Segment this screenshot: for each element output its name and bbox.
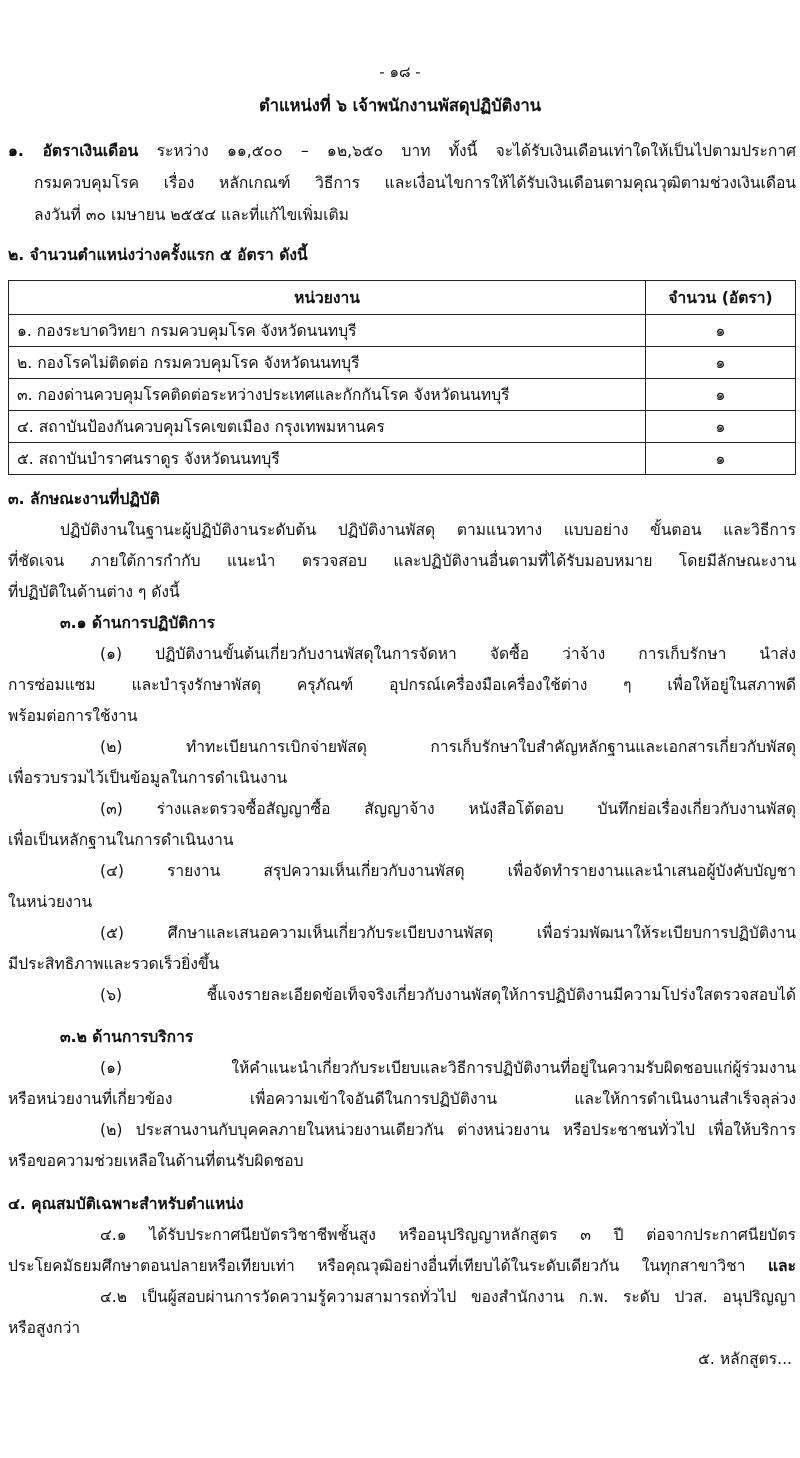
qualification-line	[8, 1255, 796, 1277]
duties-intro-3: ที่ปฏิบัติในด้านต่าง ๆ ดังนี้	[8, 583, 180, 601]
unit-cell: ๓. กองด่านควบคุมโรคติดต่อระหว่างประเทศและกักกันโรค จังหวัดนนทบุรี	[9, 379, 646, 411]
salary-range: ระหว่าง ๑๑,๕๐๐ – ๑๒,๖๕๐ บาท ทั้งนี้ จะได้รับเงินเดือนเท่าใดให้เป็นไปตามประกาศ	[156, 142, 796, 160]
vacancies-heading: ๒. จำนวนตำแหน่งว่างครั้งแรก ๕ อัตรา ดังนี้	[8, 246, 308, 264]
operation-item: เพื่อเป็นหลักฐานในการดำเนินงาน	[8, 831, 234, 849]
qualification-line: ๔.๒ เป็นผู้สอบผ่านการวัดความรู้ความสามารถทั่วไป ของสำนักงาน ก.พ. ระดับ ปวส. อนุปริญญา	[100, 1288, 796, 1306]
table-row	[9, 315, 796, 347]
duties-heading: ๓. ลักษณะงานที่ปฏิบัติ	[8, 490, 160, 508]
qualification-line: ๔.๑ ได้รับประกาศนียบัตรวิชาชีพชั้นสูง หรืออนุปริญญาหลักสูตร ๓ ปี ต่อจากประกาศนียบัตร	[100, 1226, 796, 1244]
qualification-line: หรือสูงกว่า	[8, 1319, 81, 1337]
duties-intro-2: ที่ชัดเจน ภายใต้การกำกับ แนะนำ ตรวจสอบ และปฏิบัติงานอื่นตามที่ได้รับมอบหมาย โดยมีลักษณะงาน	[8, 552, 796, 570]
unit-cell: ๕. สถาบันบำราศนราดูร จังหวัดนนทบุรี	[9, 443, 646, 475]
position-title: ตำแหน่งที่ ๖ เจ้าพนักงานพัสดุปฏิบัติงาน	[259, 96, 541, 115]
qualifications-heading: ๔. คุณสมบัติเฉพาะสำหรับตำแหน่ง	[8, 1195, 244, 1213]
operation-item: (๑) ปฏิบัติงานขั้นต้นเกี่ยวกับงานพัสดุในการจัดหา จัดซื้อ ว่าจ้าง การเก็บรักษา นำส่ง	[100, 645, 796, 663]
table-row	[9, 411, 796, 443]
operations-heading: ๓.๑ ด้านการปฏิบัติการ	[60, 614, 215, 632]
page-number: - ๑๘ -	[379, 63, 421, 81]
service-heading: ๓.๒ ด้านการบริการ	[60, 1028, 194, 1046]
col-count-header: จำนวน (อัตรา)	[646, 281, 796, 315]
salary-line-1	[8, 140, 796, 162]
operation-item: (๒) ทำทะเบียนการเบิกจ่ายพัสดุ การเก็บรักษาใบสำคัญหลักฐานและเอกสารเกี่ยวกับพัสดุ	[100, 738, 796, 756]
operation-item: ในหน่วยงาน	[8, 893, 93, 911]
service-item: (๒) ประสานงานกับบุคคลภายในหน่วยงานเดียวกัน ต่างหน่วยงาน หรือประชาชนทั่วไป เพื่อให้บริการ	[100, 1121, 796, 1139]
duties-intro-1: ปฏิบัติงานในฐานะผู้ปฏิบัติงานระดับต้น ปฏิบัติงานพัสดุ ตามแนวทาง แบบอย่าง ขั้นตอน และวิธีการ	[60, 521, 796, 539]
continued-marker: ๕. หลักสูตร...	[698, 1350, 792, 1368]
count-cell: ๑	[646, 347, 796, 379]
unit-cell: ๔. สถาบันป้องกันควบคุมโรคเขตเมือง กรุงเทพมหานคร	[9, 411, 646, 443]
service-item: หรือขอความช่วยเหลือในด้านที่ตนรับผิดชอบ	[8, 1152, 304, 1170]
qualification-text: ประโยคมัธยมศึกษาตอนปลายหรือเทียบเท่า หรือคุณวุฒิอย่างอื่นที่เทียบได้ในระดับเดียวกัน ในทุกสาขาวิชา	[8, 1257, 746, 1275]
operation-item: (๖) ชี้แจงรายละเอียดข้อเท็จจริงเกี่ยวกับงานพัสดุให้การปฏิบัติงานมีความโปร่งใสตรวจสอบได้	[100, 986, 796, 1004]
vacancies-table	[8, 280, 796, 475]
table-row	[9, 347, 796, 379]
operation-item: มีประสิทธิภาพและรวดเร็วยิ่งขึ้น	[8, 955, 220, 973]
count-cell: ๑	[646, 411, 796, 443]
unit-cell: ๑. กองระบาดวิทยา กรมควบคุมโรค จังหวัดนนทบุรี	[9, 315, 646, 347]
salary-line-3: ลงวันที่ ๓๐ เมษายน ๒๕๕๔ และที่แก้ไขเพิ่มเติม	[34, 206, 349, 224]
salary-heading: ๑. อัตราเงินเดือน	[8, 142, 139, 160]
salary-line-2: กรมควบคุมโรค เรื่อง หลักเกณฑ์ วิธีการ และเงื่อนไขการให้ได้รับเงินเดือนตามคุณวุฒิตามช่วงเงินเดือน	[34, 174, 796, 192]
operation-item: (๓) ร่างและตรวจซื้อสัญญาซื้อ สัญญาจ้าง หนังสือโต้ตอบ บันทึกย่อเรื่องเกี่ยวกับงานพัสดุ	[100, 800, 796, 818]
table-header-row	[9, 281, 796, 315]
table-row	[9, 443, 796, 475]
count-cell: ๑	[646, 379, 796, 411]
operation-item: (๔) รายงาน สรุปความเห็นเกี่ยวกับงานพัสดุ เพื่อจัดทำรายงานและนำเสนอผู้บังคับบัญชา	[100, 862, 796, 880]
table-row	[9, 379, 796, 411]
service-item: (๑) ให้คำแนะนำเกี่ยวกับระเบียบและวิธีการปฏิบัติงานที่อยู่ในความรับผิดชอบแก่ผู้ร่วมงาน	[100, 1059, 796, 1077]
operation-item: การซ่อมแซม และบำรุงรักษาพัสดุ ครุภัณฑ์ อุปกรณ์เครื่องมือเครื่องใช้ต่าง ๆ เพื่อให้อยู่ในสภาพดี	[8, 676, 796, 694]
operation-item: (๕) ศึกษาและเสนอความเห็นเกี่ยวกับระเบียบงานพัสดุ เพื่อร่วมพัฒนาให้ระเบียบการปฏิบัติงาน	[100, 924, 796, 942]
unit-cell: ๒. กองโรคไม่ติดต่อ กรมควบคุมโรค จังหวัดนนทบุรี	[9, 347, 646, 379]
service-item: หรือหน่วยงานที่เกี่ยวข้อง เพื่อความเข้าใจอันดีในการปฏิบัติงาน และให้การดำเนินงานสำเร็จลุล่วง	[8, 1090, 796, 1108]
count-cell: ๑	[646, 443, 796, 475]
col-unit-header: หน่วยงาน	[9, 281, 646, 315]
operation-item: พร้อมต่อการใช้งาน	[8, 707, 138, 725]
count-cell: ๑	[646, 315, 796, 347]
operation-item: เพื่อรวบรวมไว้เป็นข้อมูลในการดำเนินงาน	[8, 769, 288, 787]
and-word: และ	[768, 1257, 796, 1275]
